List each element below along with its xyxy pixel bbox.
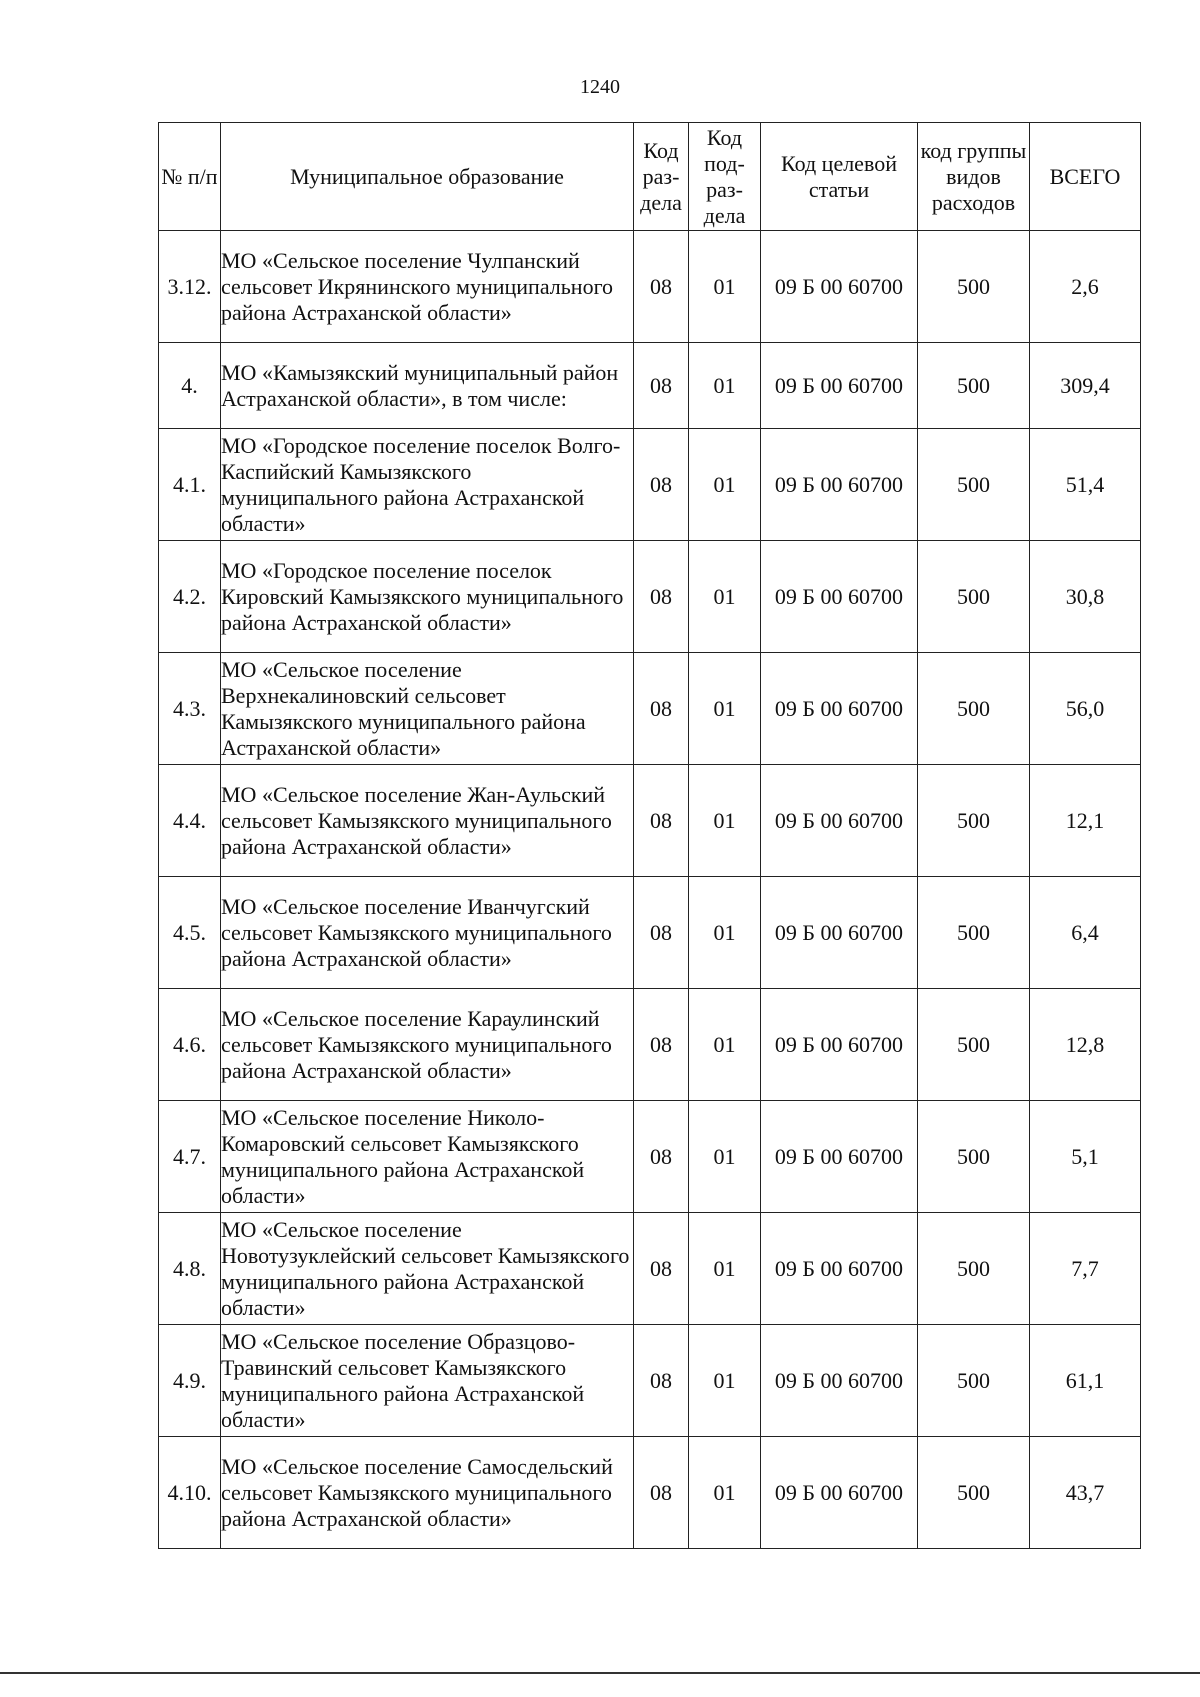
row-section: 08: [634, 1437, 689, 1549]
header-name: Муниципальное образование: [221, 123, 634, 231]
row-num: 4.8.: [159, 1213, 221, 1325]
row-group: 500: [918, 1101, 1030, 1213]
table-row: [159, 1101, 1141, 1213]
row-group: 500: [918, 765, 1030, 877]
table-row: [159, 429, 1141, 541]
table-row: [159, 765, 1141, 877]
page-bottom-rule: [0, 1672, 1200, 1674]
row-section: 08: [634, 653, 689, 765]
budget-table: [158, 122, 1141, 1549]
row-section: 08: [634, 541, 689, 653]
row-num: 4.3.: [159, 653, 221, 765]
row-total: 309,4: [1030, 343, 1141, 429]
row-num: 4.7.: [159, 1101, 221, 1213]
table-row: [159, 541, 1141, 653]
row-num: 4.5.: [159, 877, 221, 989]
row-section: 08: [634, 231, 689, 343]
row-total: 12,8: [1030, 989, 1141, 1101]
table-row: [159, 343, 1141, 429]
row-subsection: 01: [689, 1101, 761, 1213]
row-total: 12,1: [1030, 765, 1141, 877]
row-section: 08: [634, 429, 689, 541]
row-total: 6,4: [1030, 877, 1141, 989]
row-section: 08: [634, 765, 689, 877]
row-section: 08: [634, 1101, 689, 1213]
row-name: МО «Сельское поселение Образцово-Травинский сельсовет Камызякского муниципального района Астраханской области»: [221, 1325, 634, 1437]
row-num: 4.2.: [159, 541, 221, 653]
row-num: 4.9.: [159, 1325, 221, 1437]
table-row: [159, 653, 1141, 765]
row-name: МО «Камызякский муниципальный район Астраханской области», в том числе:: [221, 343, 634, 429]
page-number: 1240: [580, 76, 620, 98]
row-group: 500: [918, 1325, 1030, 1437]
header-target: Код целевой статьи: [761, 123, 918, 231]
row-target: 09 Б 00 60700: [761, 1101, 918, 1213]
table-row: [159, 1325, 1141, 1437]
row-subsection: 01: [689, 1213, 761, 1325]
row-target: 09 Б 00 60700: [761, 989, 918, 1101]
row-name: МО «Сельское поселение Караулинский сельсовет Камызякского муниципального района Астраханской области»: [221, 989, 634, 1101]
row-total: 7,7: [1030, 1213, 1141, 1325]
row-section: 08: [634, 1325, 689, 1437]
row-target: 09 Б 00 60700: [761, 653, 918, 765]
row-section: 08: [634, 877, 689, 989]
table-row: [159, 877, 1141, 989]
row-group: 500: [918, 989, 1030, 1101]
row-total: 61,1: [1030, 1325, 1141, 1437]
row-subsection: 01: [689, 231, 761, 343]
row-subsection: 01: [689, 343, 761, 429]
row-total: 30,8: [1030, 541, 1141, 653]
row-group: 500: [918, 541, 1030, 653]
row-num: 4.10.: [159, 1437, 221, 1549]
row-subsection: 01: [689, 877, 761, 989]
row-name: МО «Сельское поселение Чулпанский сельсовет Икрянинского муниципального района Астраханской области»: [221, 231, 634, 343]
header-section: Код раз-дела: [634, 123, 689, 231]
row-name: МО «Городское поселение поселок Кировский Камызякского муниципального района Астраханской области»: [221, 541, 634, 653]
row-group: 500: [918, 877, 1030, 989]
row-target: 09 Б 00 60700: [761, 429, 918, 541]
row-group: 500: [918, 1213, 1030, 1325]
row-name: МО «Городское поселение поселок Волго-Каспийский Камызякского муниципального района Астраханской области»: [221, 429, 634, 541]
row-target: 09 Б 00 60700: [761, 1437, 918, 1549]
row-subsection: 01: [689, 653, 761, 765]
table-row: [159, 231, 1141, 343]
row-name: МО «Сельское поселение Иванчугский сельсовет Камызякского муниципального района Астраханской области»: [221, 877, 634, 989]
row-total: 43,7: [1030, 1437, 1141, 1549]
table-row: [159, 1213, 1141, 1325]
row-section: 08: [634, 989, 689, 1101]
row-target: 09 Б 00 60700: [761, 1213, 918, 1325]
table-row: [159, 989, 1141, 1101]
header-total: ВСЕГО: [1030, 123, 1141, 231]
row-num: 4.6.: [159, 989, 221, 1101]
header-group: код группы видов расходов: [918, 123, 1030, 231]
row-name: МО «Сельское поселение Жан-Аульский сельсовет Камызякского муниципального района Астраханской области»: [221, 765, 634, 877]
row-subsection: 01: [689, 1437, 761, 1549]
header-subsection: Код под-раз-дела: [689, 123, 761, 231]
row-name: МО «Сельское поселение Верхнекалиновский сельсовет Камызякского муниципального района Астраханской области»: [221, 653, 634, 765]
row-target: 09 Б 00 60700: [761, 343, 918, 429]
row-target: 09 Б 00 60700: [761, 1325, 918, 1437]
table-header-row: [159, 123, 1141, 231]
row-subsection: 01: [689, 429, 761, 541]
row-num: 3.12.: [159, 231, 221, 343]
row-total: 56,0: [1030, 653, 1141, 765]
row-section: 08: [634, 1213, 689, 1325]
row-target: 09 Б 00 60700: [761, 541, 918, 653]
row-total: 5,1: [1030, 1101, 1141, 1213]
table-row: [159, 1437, 1141, 1549]
row-group: 500: [918, 429, 1030, 541]
row-group: 500: [918, 653, 1030, 765]
row-section: 08: [634, 343, 689, 429]
row-name: МО «Сельское поселение Самосдельский сельсовет Камызякского муниципального района Астраханской области»: [221, 1437, 634, 1549]
row-subsection: 01: [689, 1325, 761, 1437]
row-target: 09 Б 00 60700: [761, 765, 918, 877]
row-subsection: 01: [689, 765, 761, 877]
row-total: 51,4: [1030, 429, 1141, 541]
row-num: 4.1.: [159, 429, 221, 541]
row-total: 2,6: [1030, 231, 1141, 343]
row-num: 4.4.: [159, 765, 221, 877]
row-num: 4.: [159, 343, 221, 429]
header-num: № п/п: [159, 123, 221, 231]
row-target: 09 Б 00 60700: [761, 231, 918, 343]
row-name: МО «Сельское поселение Новотузуклейский сельсовет Камызякского муниципального района Астраханской области»: [221, 1213, 634, 1325]
row-target: 09 Б 00 60700: [761, 877, 918, 989]
row-group: 500: [918, 343, 1030, 429]
row-subsection: 01: [689, 541, 761, 653]
row-group: 500: [918, 231, 1030, 343]
row-name: МО «Сельское поселение Николо-Комаровский сельсовет Камызякского муниципального района Астраханской области»: [221, 1101, 634, 1213]
row-subsection: 01: [689, 989, 761, 1101]
row-group: 500: [918, 1437, 1030, 1549]
